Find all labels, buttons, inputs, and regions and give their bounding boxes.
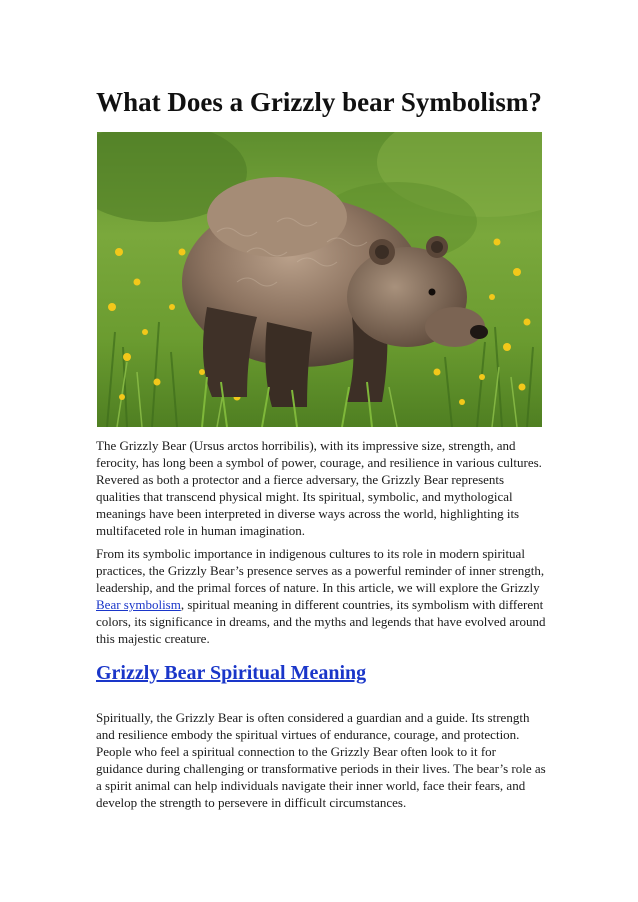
intro-paragraph: The Grizzly Bear (Ursus arctos horribilis), with its impressive size, strength, and ferocity, has long been a symbol of power, courage, and resilience in various cultures. Revered as both a protector and a fierce adversary, the Grizzly Bear represents qualities that transcend physical might. Its spiritual, symbolic, and mythological meanings have been interpreted in diverse ways across the world, highlighting its multifaceted role in human imagination. <box>96 438 542 538</box>
page-title: What Does a Grizzly bear Symbolism? <box>96 87 542 117</box>
bear-symbolism-link[interactable]: Bear symbolism <box>96 597 181 612</box>
overview-text-end: , spiritual meaning in different countries, its symbolism with different colors, its significance in dreams, and the myths and legends that have evolved around this majestic creature. <box>96 597 546 646</box>
bear-photo <box>97 132 542 427</box>
bear-photo-illustration <box>97 132 542 427</box>
spiritual-meaning-paragraph: Spiritually, the Grizzly Bear is often considered a guardian and a guide. Its strength and resilience embody the spiritual virtues of endurance, courage, and protection. People who feel a spiritual connection to the Grizzly Bear often look to it for guidance during challenging or transformative periods in their lives. The bear’s role as a spirit animal can help individuals navigate their inner world, face their fears, and develop the strength to persevere in difficult circumstances. <box>96 710 546 810</box>
spiritual-meaning-heading-link[interactable]: Grizzly Bear Spiritual Meaning <box>96 662 367 684</box>
overview-paragraph <box>96 545 546 647</box>
overview-text-start: From its symbolic importance in indigenous cultures to its role in modern spiritual practices, the Grizzly Bear’s presence serves as a powerful reminder of inner strength, leadership, and the primal forces of nature. In this article, we will explore the Grizzly <box>96 546 545 595</box>
